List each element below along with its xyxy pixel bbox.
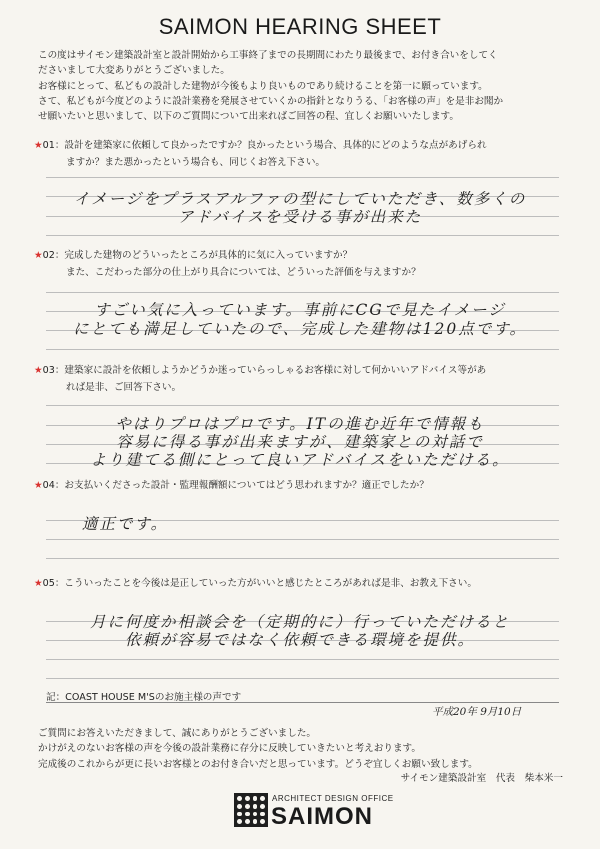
handwritten-answer: アドバイスを受ける事が出来た xyxy=(177,208,423,226)
question-text: れば是非、ご回答下さい。 xyxy=(66,381,182,393)
answer-line xyxy=(46,177,559,178)
answer-line xyxy=(46,539,559,540)
question-02 xyxy=(34,248,574,281)
question-text: 建築家に設計を依頼しようかどうか迷っていらっしゃるお客様に対して何かいいアドバイス等があ xyxy=(64,365,487,376)
answer-line xyxy=(46,558,559,559)
intro-line: ださいまして大変ありがとうございました。 xyxy=(38,65,230,77)
handwritten-answer: より建てる側にとって良いアドバイスをいただける。 xyxy=(90,451,510,469)
answer-line xyxy=(46,235,559,236)
intro-line: さて、私どもが今度どのように設計業務を発展させていくかの指針となりうる、「お客様の声」を是非お聞か xyxy=(38,95,504,107)
intro-paragraph xyxy=(38,48,568,124)
question-text: 設計を建築家に依頼して良かったですか？良かったという場合、具体的にどのような点があげられ xyxy=(64,140,487,151)
handwritten-answer: 月に何度か相談会を（定期的に）行っていただけると xyxy=(89,613,510,631)
question-05 xyxy=(34,576,574,593)
handwritten-answer: にとても満足していたので、完成した建物は120点です。 xyxy=(72,320,528,338)
star-icon: ★ xyxy=(34,140,43,151)
intro-line: この度はサイモン建築設計室と設計開始から工事終了までの長期間にわたり最後まで、お付き合いをしてく xyxy=(38,50,498,61)
signature: サイモン建築設計室 代表 柴本米一 xyxy=(400,773,563,784)
answer-line xyxy=(46,292,559,293)
divider xyxy=(46,702,559,703)
answer-line xyxy=(46,678,559,679)
question-04 xyxy=(34,478,574,495)
handwritten-answer: 容易に得る事が出来ますが、建築家との対話で xyxy=(116,433,484,451)
handwritten-answer: やはりプロはプロです。ITの進む近年で情報も xyxy=(115,415,485,433)
star-icon: ★ xyxy=(34,365,43,376)
question-text: こういったことを今後は是正していった方がいいと感じたところがあれば是非、お教え下さい。 xyxy=(64,578,477,589)
logo-subtitle: ARCHITECT DESIGN OFFICE xyxy=(272,794,394,803)
question-number: 02： xyxy=(42,250,65,261)
star-icon: ★ xyxy=(34,480,43,491)
handwritten-answer: 適正です。 xyxy=(81,515,169,533)
question-01 xyxy=(34,138,574,171)
intro-line: お客様にとって、私どもの設計した建物が今後もより良いものであり続けることを第一に願っています。 xyxy=(38,80,488,92)
date: 平成20年 9月10日 xyxy=(432,706,522,718)
closing-line: 完成後のこれからが更に長いお客様とのお付き合いだと思っています。どうぞ宜しくお願い致します。 xyxy=(38,758,478,770)
answer-line xyxy=(46,349,559,350)
question-number: 05： xyxy=(42,578,65,589)
sheet-title: SAIMON HEARING SHEET xyxy=(158,14,442,39)
closing-line: かけがえのないお客様の声を今後の設計業務に存分に反映していきたいと考えおります。 xyxy=(38,743,421,755)
star-icon: ★ xyxy=(34,250,43,261)
question-text: ますか？また悪かったという場合も、同じくお答え下さい。 xyxy=(66,156,326,168)
project-note: 記：COAST HOUSE M'Sのお施主様の声です xyxy=(46,692,242,703)
question-number: 01： xyxy=(42,140,65,151)
logo-name: SAIMON xyxy=(271,803,373,830)
question-text: お支払いくださった設計・監理報酬額についてはどう思われますか？適正でしたか？ xyxy=(64,480,429,491)
closing-paragraph xyxy=(38,726,578,772)
handwritten-answer: イメージをプラスアルファの型にしていただき、数多くの xyxy=(73,190,527,208)
closing-line: ご質問にお答えいただきまして、誠にありがとうございました。 xyxy=(38,728,317,739)
question-text: 完成した建物のどういったところが具体的に気に入っていますか？ xyxy=(64,250,353,261)
answer-line xyxy=(46,659,559,660)
question-text: また、こだわった部分の仕上がり具合については、どういった評価を与えますか？ xyxy=(66,266,421,278)
handwritten-answer: 依頼が容易ではなく依頼できる環境を提供。 xyxy=(124,631,475,649)
handwritten-answer: すごい気に入っています。事前にCGで見たイメージ xyxy=(94,301,506,319)
answer-line xyxy=(46,405,559,406)
logo-mark-icon xyxy=(234,793,268,827)
star-icon: ★ xyxy=(34,578,43,589)
question-03 xyxy=(34,363,574,396)
intro-line: せ願いたいと思いまして、以下のご質問について出来ればご回答の程、宜しくお願いいたします。 xyxy=(38,111,459,123)
question-number: 04： xyxy=(42,480,65,491)
question-number: 03： xyxy=(42,365,65,376)
